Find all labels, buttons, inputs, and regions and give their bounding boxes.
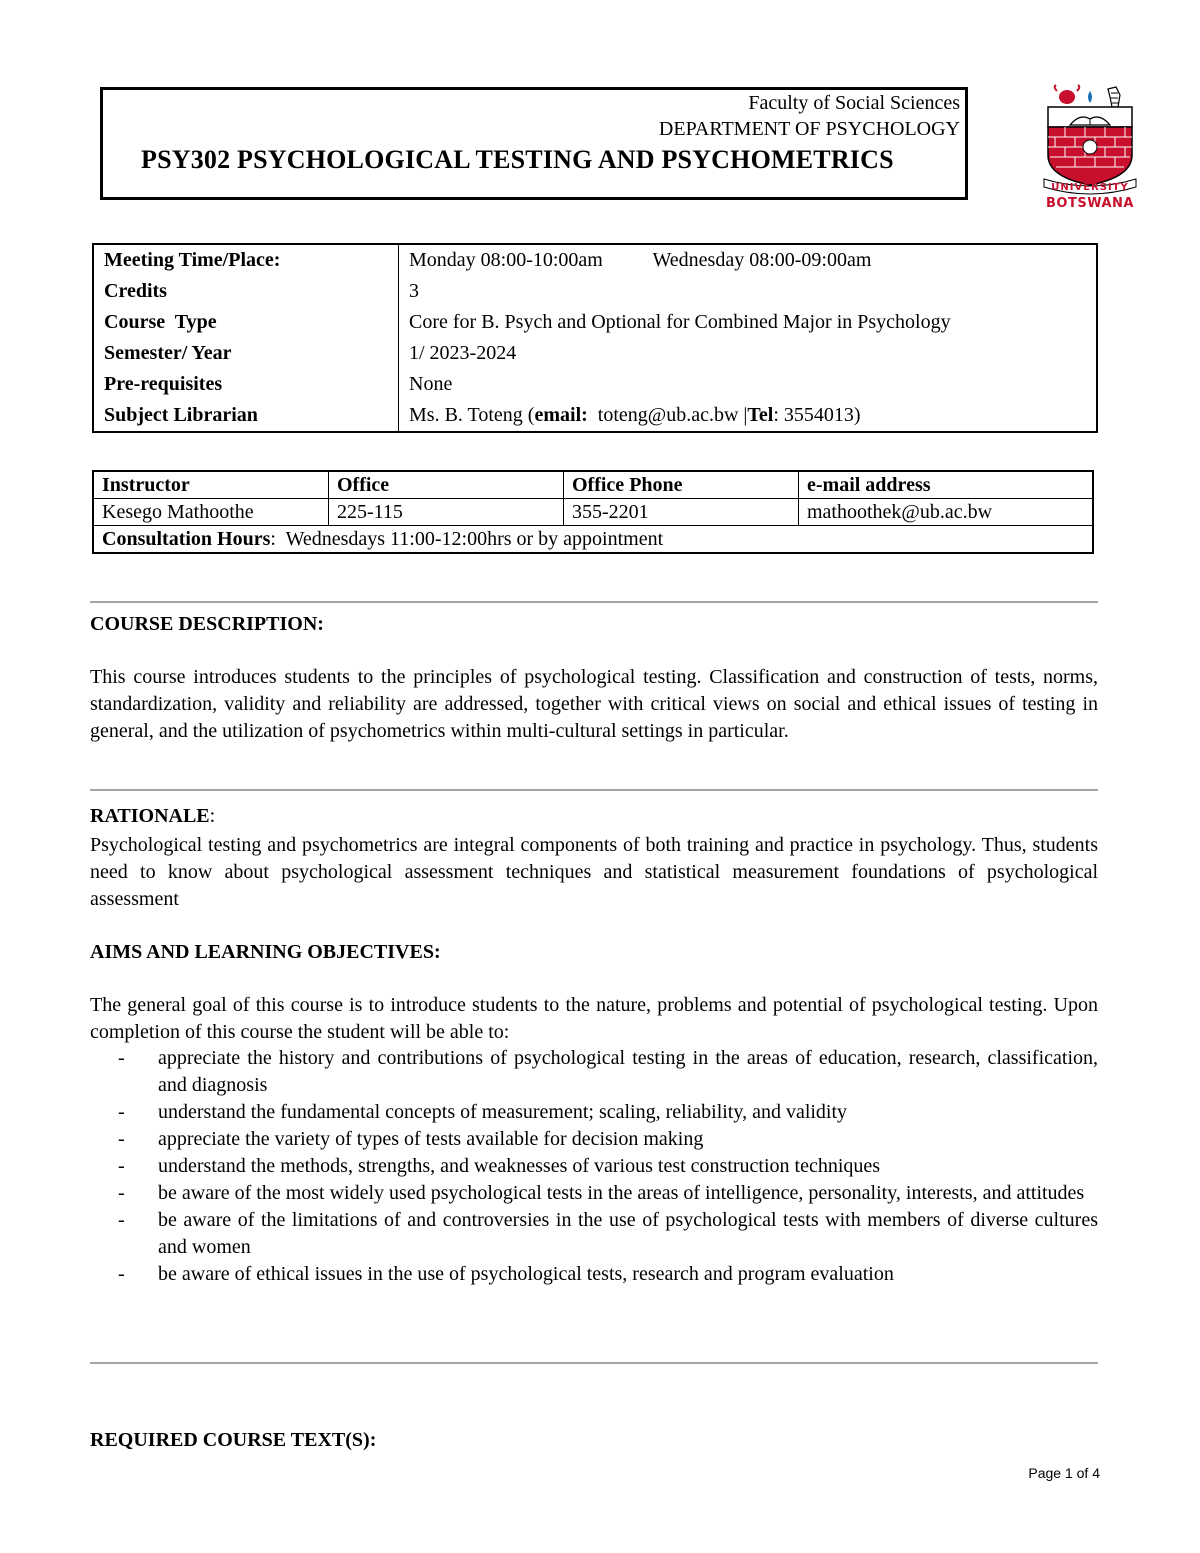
flame-icon: [1088, 91, 1092, 103]
info-value: [399, 400, 1098, 432]
office-phone: 355-2201: [564, 499, 799, 526]
bullet-dash: -: [118, 1263, 125, 1285]
column-header: Instructor: [93, 471, 329, 499]
consultation-hours: [93, 526, 1093, 554]
list-item: [90, 1207, 1098, 1261]
page-number: Page 1 of 4: [1028, 1465, 1100, 1481]
bullet-dash: -: [118, 1128, 125, 1150]
column-header: Office Phone: [564, 471, 799, 499]
course-description-text: This course introduces students to the principles of psychological testing. Classification and construction of tests, norms, standardization, validity and reliability are addressed, together with critical views on social and ethical issues of testing in general, and the utilization of psychometrics within multi-cultural settings in particular.: [90, 666, 1098, 742]
zebra-icon: [1108, 87, 1120, 107]
list-item: [90, 1261, 1098, 1288]
objective-text: understand the methods, strengths, and weaknesses of various test construction techniques: [158, 1155, 881, 1177]
column-header: Office: [329, 471, 564, 499]
table-row: [93, 526, 1093, 554]
objective-text: be aware of the limitations of and controversies in the use of psychological tests with members of diverse cultures and women: [158, 1209, 1098, 1258]
list-item: [90, 1045, 1098, 1099]
bullet-dash: -: [118, 1101, 125, 1123]
info-label: Credits: [93, 276, 399, 307]
divider: [90, 1362, 1098, 1364]
objective-text: appreciate the variety of types of tests available for decision making: [158, 1128, 704, 1150]
required-texts-heading: REQUIRED COURSE TEXT(S):: [90, 1429, 377, 1451]
logo-text-botswana: BOTSWANA: [1046, 196, 1134, 211]
librarian-name: Ms. B. Toteng (: [409, 404, 535, 426]
tel-label: Tel: [747, 404, 774, 426]
department-name: DEPARTMENT OF PSYCHOLOGY: [658, 118, 960, 140]
info-value: Monday 08:00-10:00am Wednesday 08:00-09:00am: [409, 249, 872, 271]
table-row: [93, 307, 1097, 338]
table-row: [93, 338, 1097, 369]
course-info-table: [92, 243, 1098, 433]
rationale-heading: [90, 805, 215, 828]
info-label: Semester/ Year: [93, 338, 399, 369]
info-value: 3: [409, 280, 419, 302]
info-value: 1/ 2023-2024: [409, 342, 517, 364]
column-header: e-mail address: [799, 471, 1094, 499]
info-value: Core for B. Psych and Optional for Combined Major in Psychology: [409, 311, 951, 333]
table-row: [93, 276, 1097, 307]
aims-heading: AIMS AND LEARNING OBJECTIVES:: [90, 941, 441, 963]
table-row: [93, 400, 1097, 432]
email-label: email:: [534, 404, 588, 426]
objective-text: appreciate the history and contributions of psychological testing in the areas of education, research, classification, and diagnosis: [158, 1047, 1098, 1096]
table-header-row: [93, 471, 1093, 499]
objective-text: be aware of ethical issues in the use of psychological tests, research and program evaluation: [158, 1263, 894, 1285]
logo-text-university: UNIVERSITY: [1051, 182, 1129, 193]
rationale-heading-colon: :: [209, 805, 216, 827]
consultation-value: : Wednesdays 11:00-12:00hrs or by appointment: [270, 527, 664, 550]
info-label: Meeting Time/Place:: [93, 244, 399, 276]
office-number: 225-115: [329, 499, 564, 526]
list-item: [90, 1099, 1098, 1126]
rationale-heading-text: RATIONALE: [90, 805, 210, 827]
info-label: Subject Librarian: [93, 400, 399, 432]
course-description-heading: COURSE DESCRIPTION:: [90, 613, 324, 635]
consultation-label: Consultation Hours: [102, 527, 271, 550]
bullet-dash: -: [118, 1209, 125, 1231]
bullet-dash: -: [118, 1155, 125, 1177]
course-title: PSY302 PSYCHOLOGICAL TESTING AND PSYCHOMETRICS: [141, 145, 894, 174]
table-row: [93, 244, 1097, 276]
list-item: [90, 1153, 1098, 1180]
rationale-text: Psychological testing and psychometrics are integral components of both training and practice in psychology. Thus, students need to know about psychological assessment techniques and statistical measurement foundations of psychological assessment: [90, 834, 1098, 910]
info-value: None: [409, 373, 453, 395]
bull-head-icon: [1055, 85, 1080, 104]
info-label: Course Type: [93, 307, 399, 338]
faculty-name: Faculty of Social Sciences: [748, 92, 960, 114]
bullet-dash: -: [118, 1047, 125, 1069]
divider: [90, 601, 1098, 603]
aims-intro: The general goal of this course is to introduce students to the nature, problems and potential of psychological testing. Upon completion of this course the student will be able to:: [90, 994, 1098, 1043]
table-row: [93, 499, 1093, 526]
instructor-name: Kesego Mathoothe: [93, 499, 329, 526]
librarian-email: toteng@ub.ac.bw |: [587, 404, 748, 426]
divider: [90, 789, 1098, 791]
instructor-email: mathoothek@ub.ac.bw: [799, 499, 1094, 526]
list-item: [90, 1126, 1098, 1153]
list-item: [90, 1180, 1098, 1207]
objective-text: understand the fundamental concepts of measurement; scaling, reliability, and validity: [158, 1101, 848, 1123]
librarian-tel: : 3554013): [773, 404, 861, 426]
info-label: Pre-requisites: [93, 369, 399, 400]
bullet-dash: -: [118, 1182, 125, 1204]
objective-text: be aware of the most widely used psychological tests in the areas of intelligence, personality, interests, and attitudes: [158, 1182, 1085, 1204]
instructor-table: [92, 470, 1094, 554]
objectives-list: [90, 1045, 1098, 1288]
table-row: [93, 369, 1097, 400]
